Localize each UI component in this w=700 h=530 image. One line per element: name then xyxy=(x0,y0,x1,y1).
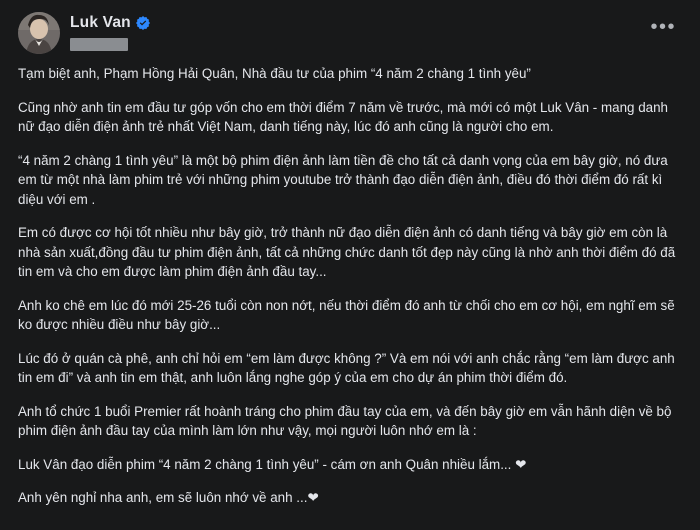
more-options-button[interactable]: ••• xyxy=(650,16,676,38)
post-paragraph: “4 năm 2 chàng 1 tình yêu” là một bộ phim điện ảnh làm tiền đề cho tất cả danh vọng của em bây giờ, nó đưa em từ một nhà làm phim trẻ với những phim youtube trở thành đạo diễn điện ảnh, điều đó thời điểm đó rất kì diệu với em . xyxy=(18,152,668,207)
verified-badge-icon xyxy=(136,16,150,30)
post-paragraph: Lúc đó ở quán cà phê, anh chỉ hỏi em “em làm được không ?” Và em nói với anh chắc rằng “em làm được anh tin em đi” và anh tin em thật, anh luôn lắng nghe góp ý của em cho dự án phim thời điểm đó. xyxy=(18,350,675,385)
header-text xyxy=(70,12,150,56)
post-meta xyxy=(70,38,150,56)
post-header xyxy=(14,10,686,62)
redacted-timestamp xyxy=(70,38,128,51)
author-name[interactable]: Luk Van xyxy=(70,14,131,31)
post-paragraph: Anh yên nghỉ nha anh, em sẽ luôn nhớ về anh ...❤ xyxy=(18,490,319,505)
post-paragraph: Tạm biệt anh, Phạm Hồng Hải Quân, Nhà đầu tư của phim “4 năm 2 chàng 1 tình yêu” xyxy=(18,66,531,81)
post-paragraph: Em có được cơ hội tốt nhiều như bây giờ, trở thành nữ đạo diễn điện ảnh có danh tiếng và bây giờ em còn là nhà sản xuất,đồng đầu tư phim điện ảnh, tất cả những chức danh tốt đẹp này cũng là nhờ anh thời điểm đó đã tin em và cho em được làm phim điện ảnh đầu tay... xyxy=(18,225,676,279)
post-paragraph: Anh ko chê em lúc đó mới 25-26 tuổi còn non nớt, nếu thời điểm đó anh từ chối cho em cơ hội, em nghĩ em sẽ ko được nhiều điều như bây giờ... xyxy=(18,297,675,332)
post-body xyxy=(14,62,686,508)
name-row xyxy=(70,14,150,32)
avatar[interactable] xyxy=(18,12,60,54)
post-paragraph: Anh tổ chức 1 buổi Premier rất hoành tráng cho phim đầu tay của em, và đến bây giờ em vẫn hãnh diện về bộ phim điện ảnh đầu tay của mình làm lớn như vậy, mọi người luôn nhớ em là : xyxy=(18,403,672,438)
post-paragraph: Cũng nhờ anh tin em đầu tư góp vốn cho em thời điểm 7 năm về trước, mà mới có một Luk Vân - mang danh nữ đạo diễn điện ảnh trẻ nhất Việt Nam, danh tiếng này, lúc đó anh cũng là người cho em. xyxy=(18,99,668,134)
post-paragraph: Luk Vân đạo diễn phim “4 năm 2 chàng 1 tình yêu” - cám ơn anh Quân nhiều lắm... ❤ xyxy=(18,456,527,472)
